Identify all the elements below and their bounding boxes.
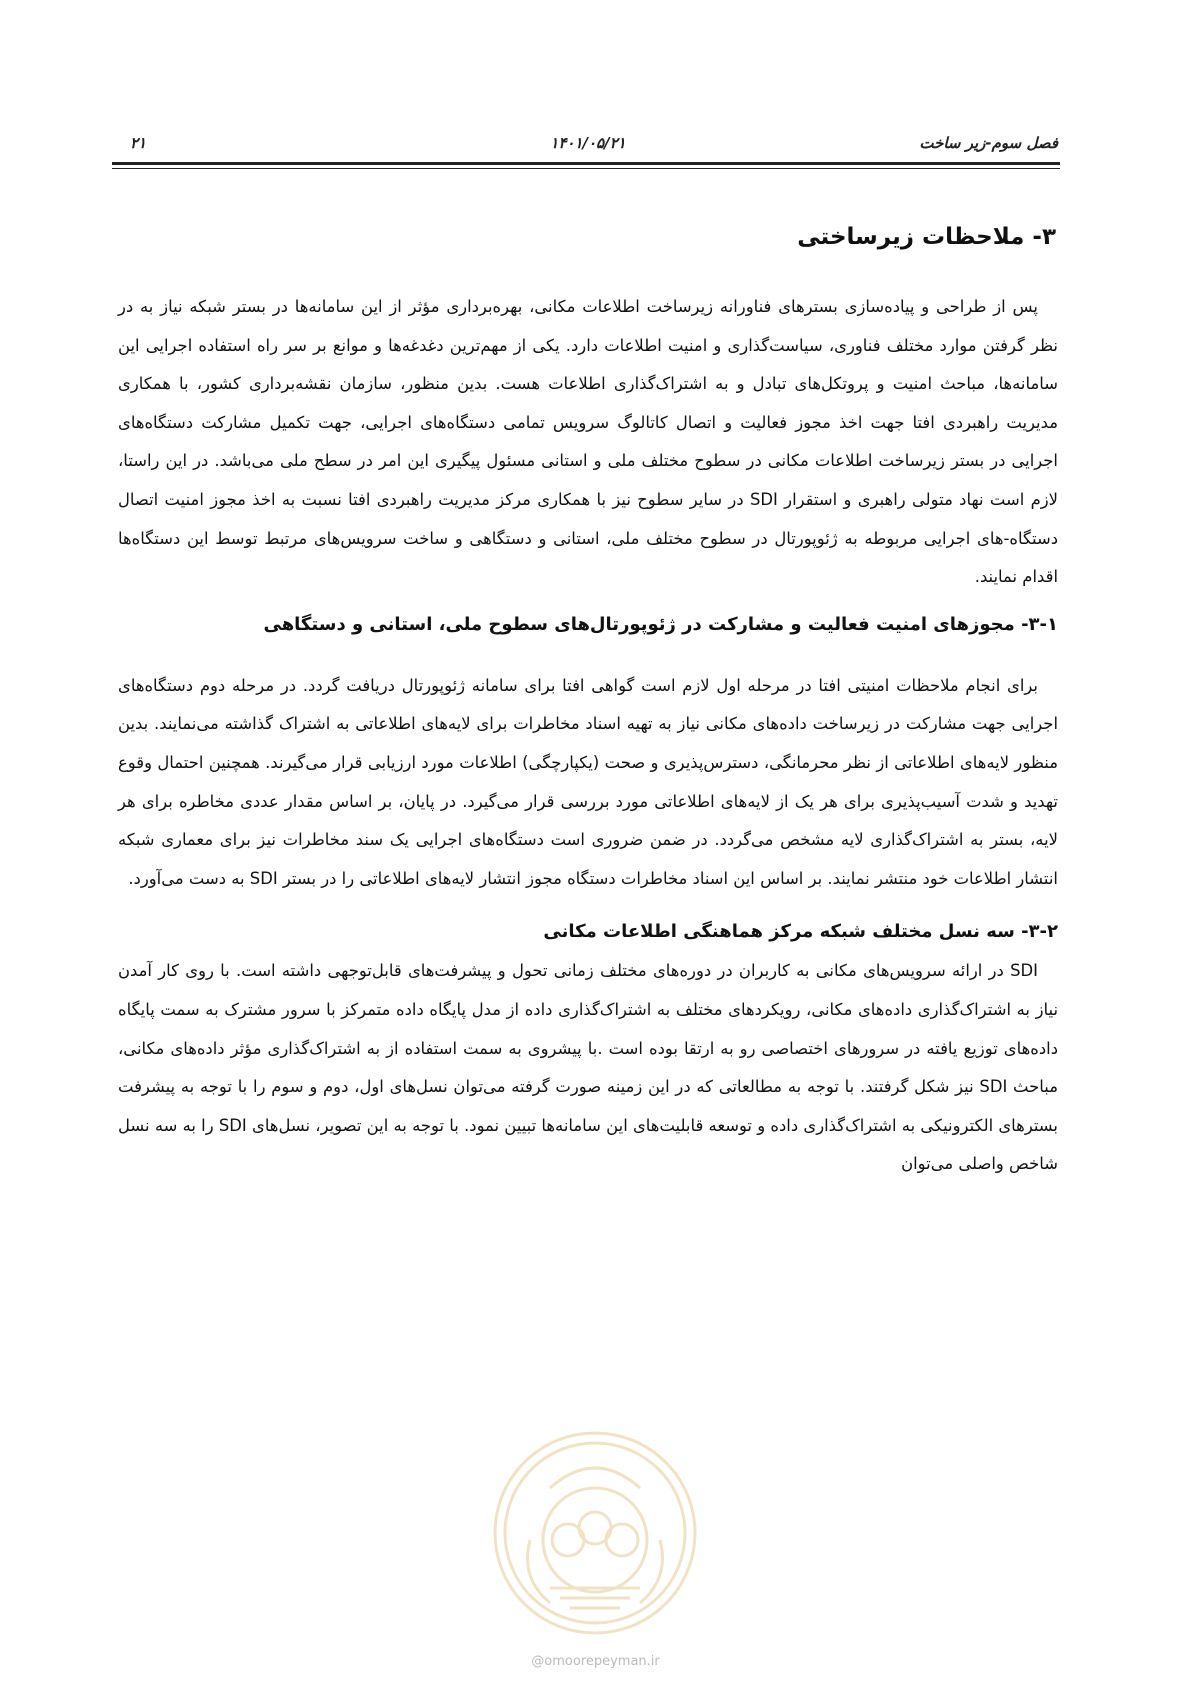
header-rule-thick xyxy=(112,162,1060,165)
subsection-1-title: ۳-۱- مجوزهای امنیت فعالیت و مشارکت در ژئوپورتال‌های سطوح ملی، استانی و دستگاهی xyxy=(263,613,1058,635)
watermark-seal-icon xyxy=(490,1428,700,1638)
page-number: ۲۱ xyxy=(130,134,147,152)
chapter-title: فصل سوم-زیر ساخت xyxy=(919,134,1058,152)
section-title: ۳- ملاحظات زیرساختی xyxy=(797,224,1056,250)
subsection-2-title: ۳-۲- سه نسل مختلف شبکه مرکز هماهنگی اطلاعات مکانی xyxy=(543,921,1058,943)
header-rule-thin xyxy=(112,168,1060,169)
header-date: ۱۴۰۱/۰۵/۲۱ xyxy=(550,134,626,152)
subsection-2-paragraph: SDI در ارائه سرویس‌های مکانی به کاربران در دوره‌های مختلف زمانی تحول و پیشرفت‌های قابل‌توجهی داشته است. با روی کار آمدن نیاز به اشتراک‌گذاری داده‌های مکانی، رویکردهای مختلف به اشتراک‌گذاری داده از مدل پایگاه داده متمرکز با سرور مشترک به سمت پایگاه داده‌های توزیع یافته در سرورهای اختصاصی رو به ارتقا بوده است .با پیشروی به سمت استفاده از به اشتراک‌گذاری مؤثر داده‌های مکانی، مباحث SDI نیز شکل گرفتند. با توجه به مطالعاتی که در این زمینه صورت گرفته می‌توان نسل‌های اول، دوم و سوم را با توجه به پیشرفت بسترهای الکترونیکی به اشتراک‌گذاری داده و توسعه قابلیت‌های این سامانه‌ها تبیین نمود. با توجه به این تصویر، نسل‌های SDI را به سه نسل شاخص واصلی می‌توان xyxy=(118,961,1058,1174)
page-header xyxy=(118,130,1058,160)
page-content xyxy=(118,222,1058,1184)
watermark-site: @omoorepeyman.ir xyxy=(531,1654,660,1669)
section-paragraph: پس از طراحی و پیاده‌سازی بسترهای فناورانه زیرساخت اطلاعات مکانی، بهره‌برداری مؤثر از این سامانه‌ها در بستر شبکه نیاز به در نظر گرفتن موارد مختلف فناوری، سیاست‌گذاری و امنیت اطلاعات دارد. یکی از مهم‌ترین دغدغه‌ها و موانع بر سر راه استفاده اجرایی این سامانه‌ها، مباحث امنیت و پروتکل‌های تبادل و به اشتراک‌گذاری اطلاعات هست. بدین منظور، سازمان نقشه‌برداری کشور، با همکاری مدیریت راهبردی افتا جهت اخذ مجوز فعالیت و اتصال کاتالوگ سرویس تمامی دستگاه‌های اجرایی، جهت تکمیل مشارکت دستگاه‌های اجرایی در بستر زیرساخت اطلاعات مکانی در سطوح مختلف ملی و استانی مسئول پیگیری این امر در سطح ملی می‌باشد. در این راستا، لازم است نهاد متولی راهبری و استقرار SDI در سایر سطوح نیز با همکاری مرکز مدیریت راهبردی افتا نسبت به اخذ مجوز امنیت اتصال دستگاه-های اجرایی مربوطه به ژئوپورتال در سطوح مختلف ملی، استانی و دستگاهی و ساخت سرویس‌های مرتبط توسط این دستگاه‌ها اقدام نمایند. xyxy=(118,297,1059,587)
subsection-1-paragraph: برای انجام ملاحظات امنیتی افتا در مرحله اول لازم است گواهی افتا برای سامانه ژئوپورتال دریافت گردد. در مرحله دوم دستگاه‌های اجرایی جهت مشارکت در زیرساخت داده‌های مکانی نیاز به تهیه اسناد مخاطرات برای لایه‌های اطلاعاتی به اشتراک گذاشته می‌نمایند. بدین منظور لایه‌های اطلاعاتی از نظر محرمانگی، دسترس‌پذیری و صحت (یکپارچگی) اطلاعات مورد ارزیابی قرار می‌گیرند. همچنین احتمال وقوع تهدید و شدت آسیب‌پذیری برای هر یک از لایه‌های اطلاعاتی مورد بررسی قرار می‌گیرد. در پایان، بر اساس مقدار عددی مخاطره برای هر لایه، بستر به اشتراک‌گذاری لایه مشخص می‌گردد. در ضمن ضروری است دستگاه‌های اجرایی یک سند مخاطرات نیز برای معماری شبکه انتشار اطلاعات خود منتشر نمایند. بر اساس این اسناد مخاطرات دستگاه مجوز انتشار لایه‌های اطلاعاتی را در بستر SDI به دست می‌آورد. xyxy=(118,675,1058,888)
